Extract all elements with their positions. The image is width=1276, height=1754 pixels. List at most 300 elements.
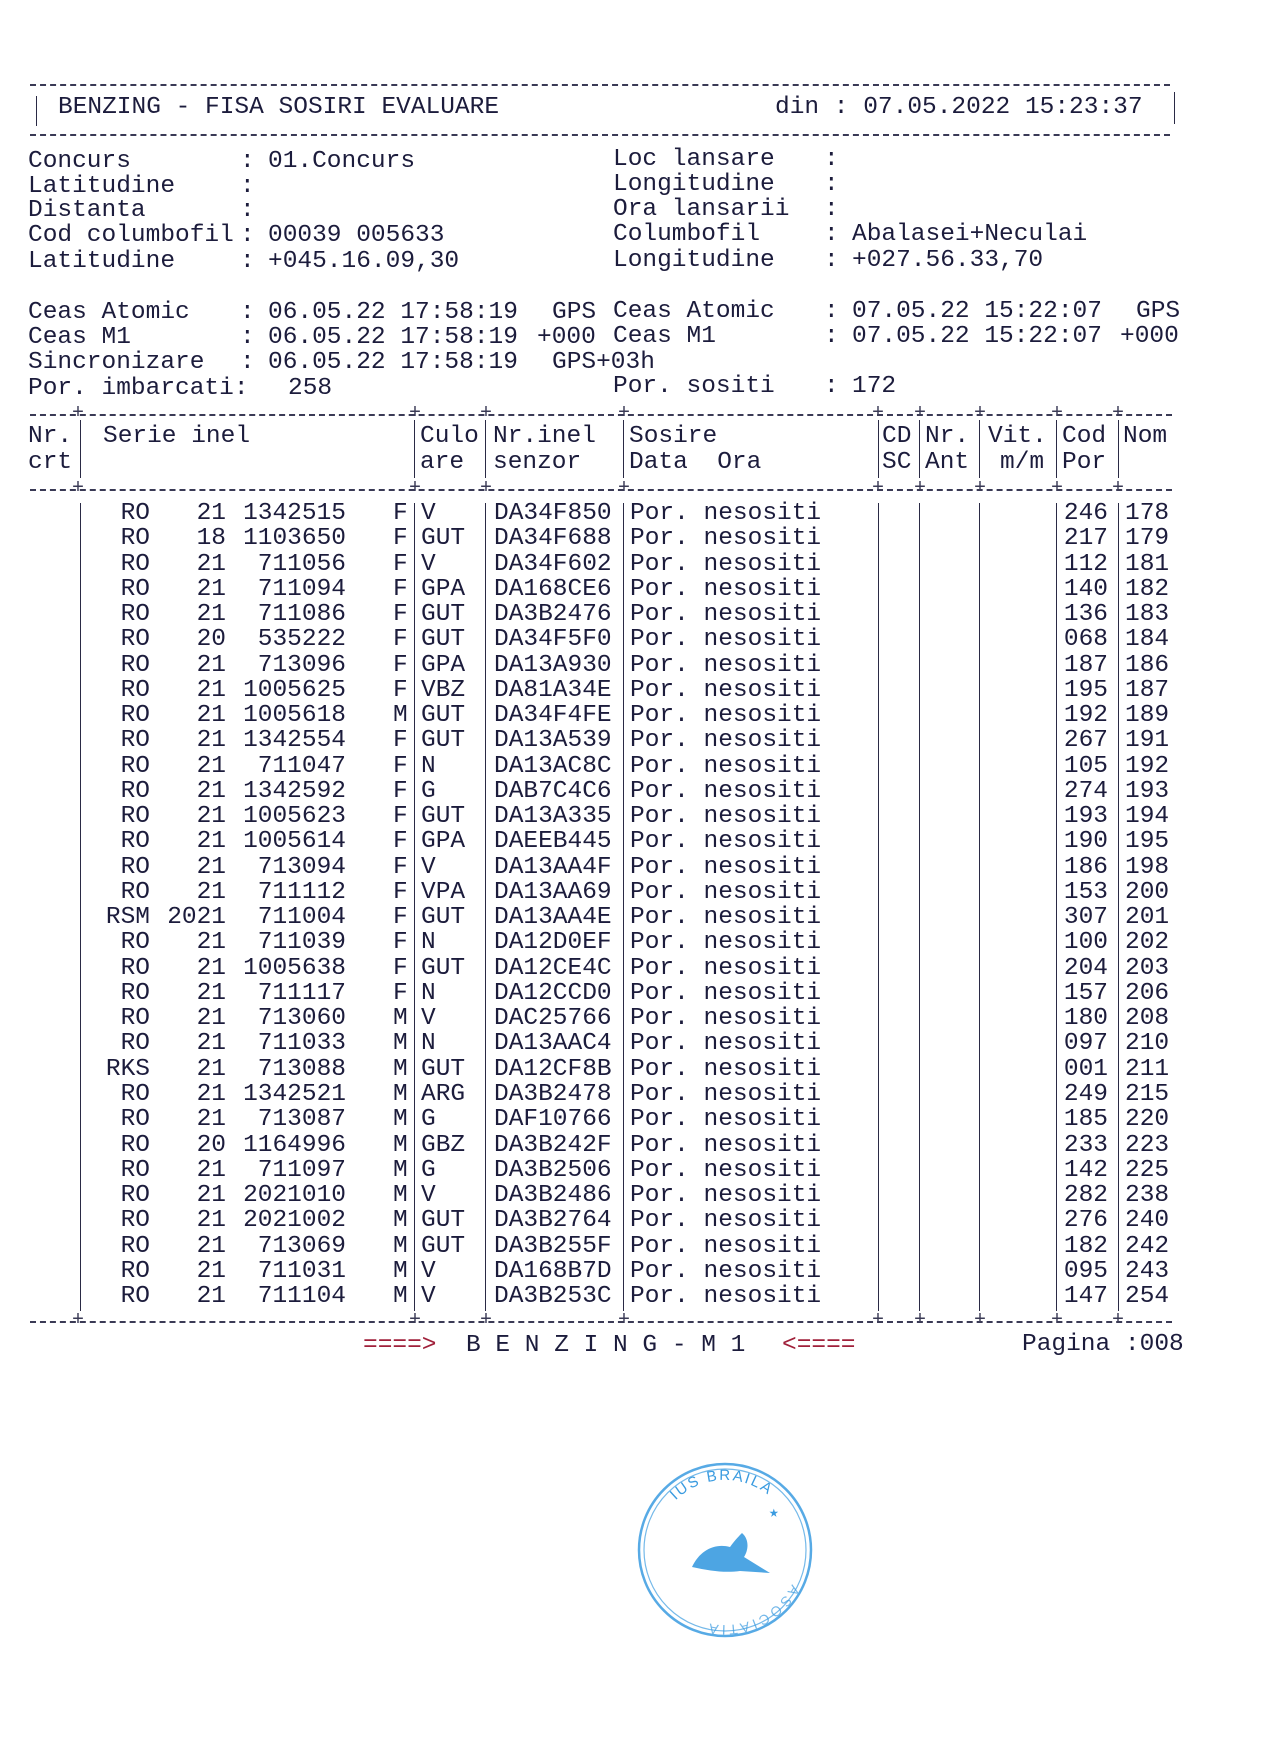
arrival-status: Por. nesositi [630,1207,822,1234]
arrival-status: Por. nesositi [630,1132,822,1159]
ring-year: 20 [196,1132,226,1159]
nom-number: 193 [1125,778,1170,805]
header-top-rule [30,84,1170,86]
sensor-ring: DA12CE4C [494,955,612,982]
nom-number: 220 [1125,1106,1170,1133]
ora-lansarii-label: Ora lansarii [613,196,790,223]
sex: F [393,929,408,956]
color: GUT [421,601,466,628]
latitudine-label-2: Latitudine [28,248,176,275]
ceas-m1-label: Ceas M1 [28,324,131,351]
colon: : [240,173,255,200]
sex: F [393,576,408,603]
ring-year: 21 [196,702,226,729]
ring-number: 711056 [257,551,346,578]
report-title: BENZING - FISA SOSIRI EVALUARE [58,94,500,121]
sex: M [393,1182,408,1209]
col-senzor-header: Nr.inel [493,423,596,450]
cod-por: 204 [1063,955,1108,982]
cod-por: 187 [1063,652,1108,679]
col-cod-header: Cod [1062,423,1107,450]
footer-brand: B E N Z I N G - M 1 [466,1332,746,1359]
star-icon: ★ [769,1504,779,1522]
rule-junction: + [72,1309,85,1332]
color: V [421,854,436,881]
ring-number: 1005614 [243,828,346,855]
ring-country: RO [120,828,150,855]
ring-year: 21 [196,1182,226,1209]
sex: F [393,727,408,754]
color: G [421,778,436,805]
ring-year: 21 [196,1030,226,1057]
nom-number: 242 [1125,1233,1170,1260]
ring-number: 1164996 [243,1132,346,1159]
nom-number: 186 [1125,652,1170,679]
rule-junction: + [618,477,631,500]
ring-year: 21 [196,879,226,906]
sex: F [393,879,408,906]
sex: F [393,525,408,552]
ring-number: 711086 [257,601,346,628]
color: N [421,980,436,1007]
colon: : [824,323,839,350]
ring-country: RO [120,854,150,881]
col-senzor-header-2: senzor [493,449,582,476]
ring-country: RO [120,753,150,780]
nom-number: 178 [1125,500,1170,527]
sex: M [393,1207,408,1234]
col-ant-header-2: Ant [925,449,970,476]
sensor-ring: DA3B2478 [494,1081,612,1108]
col-ant-header: Nr. [925,423,970,450]
ring-country: RO [120,652,150,679]
column-divider [1118,503,1119,1311]
distanta-label: Distanta [28,197,146,224]
ring-number: 711112 [257,879,346,906]
rule-junction: + [1112,477,1125,500]
sositi-value: 172 [852,373,897,400]
sex: F [393,904,408,931]
ring-number: 711097 [257,1157,346,1184]
sensor-ring: DA168CE6 [494,576,612,603]
nom-number: 195 [1125,828,1170,855]
color: GUT [421,626,466,653]
ring-year: 21 [196,727,226,754]
columbofil-value: Abalasei+Neculai [852,221,1088,248]
nom-number: 223 [1125,1132,1170,1159]
sensor-ring: DA34F850 [494,500,612,527]
ring-number: 711094 [257,576,346,603]
ring-year: 21 [196,828,226,855]
color: N [421,1030,436,1057]
sensor-ring: DA13AA69 [494,879,612,906]
color: VPA [421,879,466,906]
col-vit-header: Vit. [988,423,1047,450]
sex: F [393,803,408,830]
rule-junction: + [480,1309,493,1332]
nom-number: 191 [1125,727,1170,754]
nom-number: 225 [1125,1157,1170,1184]
rule-junction: + [872,402,885,425]
ring-country: RO [120,1182,150,1209]
rule-junction: + [1051,477,1064,500]
ring-year: 21 [196,601,226,628]
ring-year: 2021 [167,904,226,931]
cod-por: 217 [1063,525,1108,552]
header-bottom-rule [30,134,1170,136]
longitudine-label: Longitudine [613,171,775,198]
arrival-status: Por. nesositi [630,500,822,527]
color: ARG [421,1081,466,1108]
svg-text:ASOCIATIA [705,1583,803,1639]
left-atomic-suffix: GPS [552,299,597,326]
ring-country: RO [120,551,150,578]
column-divider [485,503,486,1311]
rule-junction: + [480,477,493,500]
ceas-m1-label-2: Ceas M1 [613,323,716,350]
nom-number: 181 [1125,551,1170,578]
arrival-status: Por. nesositi [630,929,822,956]
nom-number: 192 [1125,753,1170,780]
report-date: din : 07.05.2022 15:23:37 [775,94,1143,121]
col-sosire-header: Sosire [629,423,718,450]
ring-year: 21 [196,1283,226,1310]
ring-number: 711039 [257,929,346,956]
color: G [421,1157,436,1184]
cod-por: 190 [1063,828,1108,855]
sensor-ring: DAC25766 [494,1005,612,1032]
rule-junction: + [974,477,987,500]
sensor-ring: DA3B255F [494,1233,612,1260]
nom-number: 187 [1125,677,1170,704]
right-m1-time: 07.05.22 15:22:07 [852,323,1102,350]
sex: M [393,1106,408,1133]
stamp-bottom-text: ASOCIATIA [704,1582,804,1639]
sensor-ring: DA13A539 [494,727,612,754]
ring-country: RO [120,727,150,754]
sensor-ring: DA3B242F [494,1132,612,1159]
sex: M [393,1056,408,1083]
ring-number: 711033 [257,1030,346,1057]
cod-por: 142 [1063,1157,1108,1184]
ring-number: 1005618 [243,702,346,729]
color: GPA [421,828,466,855]
arrival-status: Por. nesositi [630,1056,822,1083]
rule-junction: + [618,1309,631,1332]
colon: : [240,148,255,175]
cod-por: 140 [1063,576,1108,603]
ring-number: 711004 [257,904,346,931]
sex: M [393,1258,408,1285]
color: V [421,1182,436,1209]
ring-year: 21 [196,652,226,679]
rule-junction: + [914,477,927,500]
ring-year: 21 [196,1005,226,1032]
ring-country: RO [120,1157,150,1184]
nom-number: 198 [1125,854,1170,881]
loc-lansare-label: Loc lansare [613,146,775,173]
column-divider [80,420,81,478]
stamp-top-text: IUS BRAILA [666,1466,777,1504]
ring-year: 21 [196,1233,226,1260]
column-divider [1056,503,1057,1311]
sensor-ring: DA81A34E [494,677,612,704]
ring-country: RO [120,626,150,653]
right-atomic-suffix: GPS [1136,298,1181,325]
arrival-status: Por. nesositi [630,1157,822,1184]
ring-country: RO [120,1005,150,1032]
sensor-ring: DA13AC8C [494,753,612,780]
table-rule [30,1321,1172,1323]
rule-junction: + [618,402,631,425]
cod-por: 186 [1063,854,1108,881]
table-rule [30,489,1172,491]
colon: : [824,247,839,274]
table-rule [30,414,1172,416]
sex: F [393,778,408,805]
color: N [421,753,436,780]
cod-por: 282 [1063,1182,1108,1209]
colon: : [824,373,839,400]
arrival-status: Por. nesositi [630,854,822,881]
ring-year: 21 [196,753,226,780]
ring-number: 713096 [257,652,346,679]
ring-number: 713060 [257,1005,346,1032]
sensor-ring: DA34F5F0 [494,626,612,653]
sensor-ring: DA34F602 [494,551,612,578]
ring-country: RO [120,879,150,906]
ring-number: 711104 [257,1283,346,1310]
right-m1-suffix: +000 [1120,323,1179,350]
ring-year: 21 [196,551,226,578]
ring-country: RO [120,702,150,729]
cod-por: 153 [1063,879,1108,906]
color: GUT [421,955,466,982]
cod-por: 097 [1063,1030,1108,1057]
cod-por: 001 [1063,1056,1108,1083]
latitudine-label: Latitudine [28,173,176,200]
left-m1-suffix: +000 [537,324,596,351]
ring-year: 21 [196,955,226,982]
nom-number: 194 [1125,803,1170,830]
color: V [421,1005,436,1032]
ring-number: 1103650 [243,525,346,552]
nom-number: 184 [1125,626,1170,653]
concurs-label: Concurs [28,148,131,175]
color: GUT [421,1207,466,1234]
cod-por: 233 [1063,1132,1108,1159]
sensor-ring: DA12D0EF [494,929,612,956]
color: GUT [421,803,466,830]
arrival-status: Por. nesositi [630,727,822,754]
ring-country: RO [120,1258,150,1285]
nom-number: 210 [1125,1030,1170,1057]
ring-country: RO [120,1132,150,1159]
sex: M [393,1005,408,1032]
column-divider [1118,420,1119,478]
colon: : [240,248,255,275]
colon: : [824,171,839,198]
rule-junction: + [974,1309,987,1332]
arrival-status: Por. nesositi [630,576,822,603]
ring-number: 711117 [257,980,346,1007]
color: GUT [421,727,466,754]
cod-por: 307 [1063,904,1108,931]
sex: M [393,1132,408,1159]
page-number: Pagina :008 [1022,1331,1184,1358]
column-divider [919,420,920,478]
arrival-status: Por. nesositi [630,652,822,679]
cod-por: 147 [1063,1283,1108,1310]
ring-number: 1342521 [243,1081,346,1108]
sensor-ring: DA13AA4E [494,904,612,931]
ring-year: 21 [196,854,226,881]
cod-por: 276 [1063,1207,1108,1234]
ring-number: 1005638 [243,955,346,982]
sensor-ring: DA168B7D [494,1258,612,1285]
ring-number: 1005623 [243,803,346,830]
nom-number: 202 [1125,929,1170,956]
nom-number: 208 [1125,1005,1170,1032]
col-cd-header: CD [882,423,912,450]
arrival-status: Por. nesositi [630,1030,822,1057]
color: GUT [421,702,466,729]
rule-junction: + [1051,1309,1064,1332]
col-culoare-header-2: are [420,449,465,476]
column-divider [979,420,980,478]
columbofil-label: Columbofil [613,221,761,248]
color: N [421,929,436,956]
pigeon-icon [692,1533,770,1573]
sensor-ring: DA3B253C [494,1283,612,1310]
sensor-ring: DA13A335 [494,803,612,830]
arrival-status: Por. nesositi [630,1081,822,1108]
ring-country: RO [120,1106,150,1133]
arrival-status: Por. nesositi [630,525,822,552]
col-nom-header: Nom [1123,423,1168,450]
nom-number: 189 [1125,702,1170,729]
ring-number: 713087 [257,1106,346,1133]
nom-number: 215 [1125,1081,1170,1108]
ring-number: 1005625 [243,677,346,704]
arrival-status: Por. nesositi [630,1258,822,1285]
footer-arrow-right: <==== [782,1332,856,1359]
rule-junction: + [72,402,85,425]
cod-por: 267 [1063,727,1108,754]
ring-country: RO [120,525,150,552]
sync-suffix: GPS+03h [552,349,655,376]
rule-junction: + [1051,402,1064,425]
column-divider [485,420,486,478]
left-m1-time: 06.05.22 17:58:19 [268,324,518,351]
sensor-ring: DA13AA4F [494,854,612,881]
arrival-status: Por. nesositi [630,980,822,1007]
sex: F [393,500,408,527]
ceas-atomic-label: Ceas Atomic [28,299,190,326]
imbarcati-value: 258 [288,375,333,402]
cod-por: 182 [1063,1233,1108,1260]
ring-number: 535222 [257,626,346,653]
ring-country: RO [120,1030,150,1057]
sex: F [393,753,408,780]
nom-number: 179 [1125,525,1170,552]
ring-year: 21 [196,677,226,704]
column-divider [80,503,81,1311]
rule-junction: + [409,477,422,500]
cod-por: 068 [1063,626,1108,653]
longitudine-label-2: Longitudine [613,247,775,274]
rule-junction: + [72,477,85,500]
header-right-border [1174,92,1175,124]
arrival-status: Por. nesositi [630,1005,822,1032]
column-divider [878,503,879,1311]
association-stamp [630,1455,820,1645]
nom-number: 206 [1125,980,1170,1007]
colon: : [240,349,255,376]
cod-por: 157 [1063,980,1108,1007]
column-divider [878,420,879,478]
ring-number: 713069 [257,1233,346,1260]
nom-number: 200 [1125,879,1170,906]
ring-country: RO [120,778,150,805]
ring-number: 711031 [257,1258,346,1285]
color: GUT [421,904,466,931]
sex: M [393,1081,408,1108]
ring-number: 713094 [257,854,346,881]
nom-number: 254 [1125,1283,1170,1310]
sensor-ring: DA13AAC4 [494,1030,612,1057]
ring-year: 21 [196,1056,226,1083]
color: V [421,500,436,527]
cod-por: 195 [1063,677,1108,704]
arrival-status: Por. nesositi [630,879,822,906]
rule-junction: + [974,402,987,425]
cod-columbofil-label: Cod columbofil [28,222,234,249]
ring-country: RO [120,576,150,603]
cod-por: 136 [1063,601,1108,628]
right-atomic-time: 07.05.22 15:22:07 [852,298,1102,325]
footer-arrow-left: ====> [363,1332,437,1359]
imbarcati-label: Por. imbarcati: [28,375,249,402]
ring-year: 21 [196,1258,226,1285]
ring-country: RSM [105,904,150,931]
ring-country: RO [120,955,150,982]
arrival-status: Por. nesositi [630,904,822,931]
rule-junction: + [1112,402,1125,425]
arrival-status: Por. nesositi [630,753,822,780]
rule-junction: + [872,1309,885,1332]
nom-number: 182 [1125,576,1170,603]
rule-junction: + [914,402,927,425]
ring-country: RO [120,1233,150,1260]
color: GUT [421,1233,466,1260]
col-serie-header: Serie inel [103,423,251,450]
arrival-status: Por. nesositi [630,955,822,982]
nom-number: 211 [1125,1056,1170,1083]
sex: F [393,955,408,982]
arrival-status: Por. nesositi [630,1233,822,1260]
sensor-ring: DAEEB445 [494,828,612,855]
column-divider [1056,420,1057,478]
colon: : [824,298,839,325]
rule-junction: + [409,402,422,425]
arrival-status: Por. nesositi [630,1106,822,1133]
rule-junction: + [409,1309,422,1332]
sositi-label: Por. sositi [613,373,775,400]
nom-number: 201 [1125,904,1170,931]
nom-number: 238 [1125,1182,1170,1209]
sex: F [393,551,408,578]
